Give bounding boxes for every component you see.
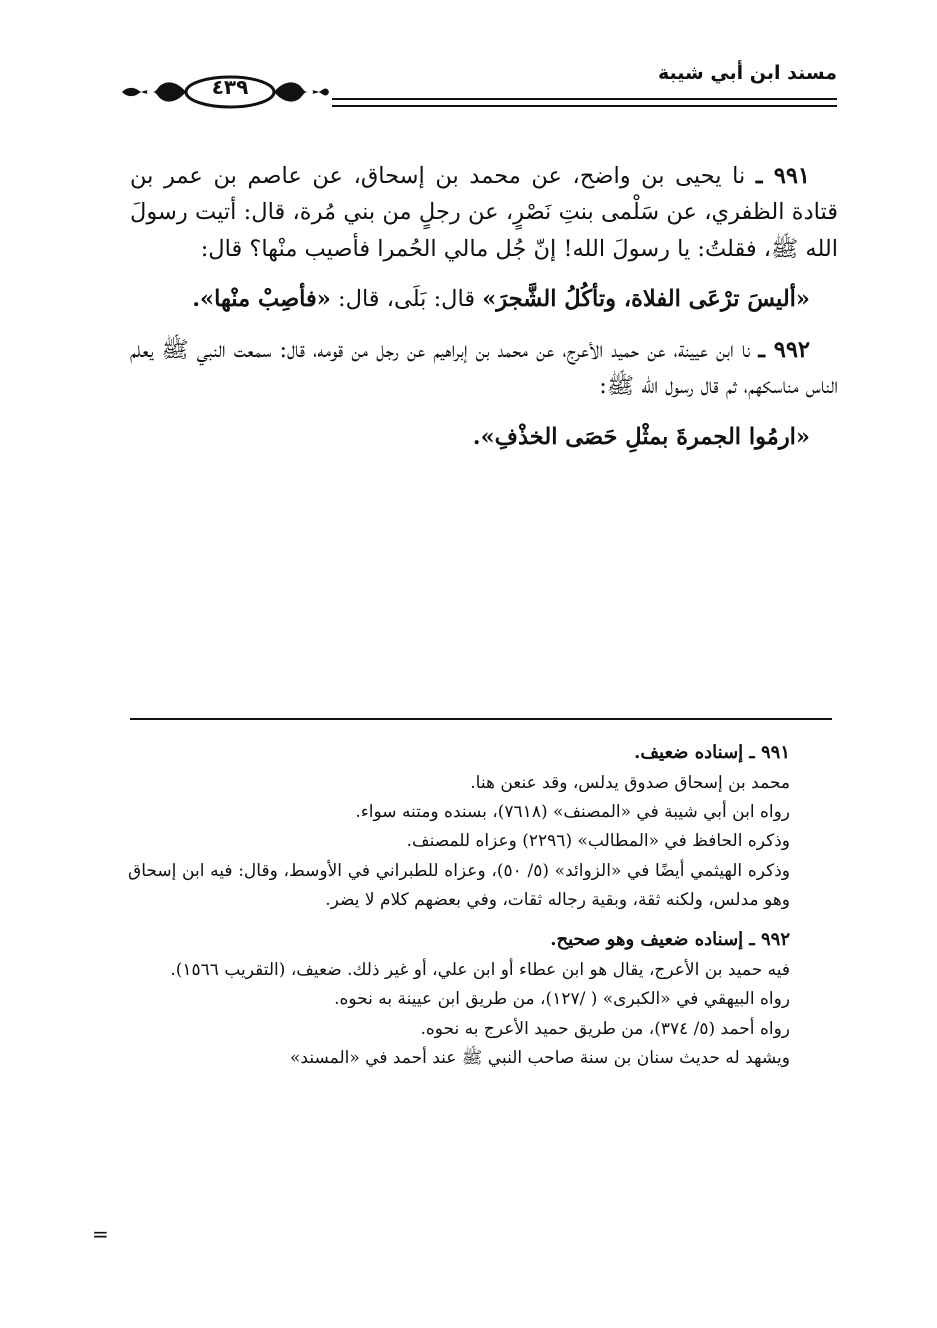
hadith-991: [130, 158, 838, 267]
running-title: مسند ابن أبي شيبة: [657, 62, 837, 84]
main-text: [130, 158, 838, 469]
page-number: ٤٣٩: [211, 75, 249, 99]
hadith-number: ٩٩١ ـ: [755, 163, 810, 189]
note-line: ويشهد له حديث سنان بن سنة صاحب النبي ﷺ عند أحمد في «المسند»: [290, 1047, 790, 1068]
note-line: رواه البيهقي في «الكبرى» ( /١٢٧)، من طريق ابن عيينة به نحوه.: [334, 989, 790, 1010]
hadith-992-matn: [130, 419, 838, 455]
note-line: وذكره الحافظ في «المطالب» (٢٢٩٦) وعزاه للمصنف.: [406, 831, 790, 852]
footnotes: [128, 738, 790, 1083]
note-line: رواه ابن أبي شيبة في «المصنف» (٧٦١٨)، بسنده ومتنه سواء.: [355, 802, 790, 823]
hadith-number: ٩٩٢ ـ: [758, 336, 810, 363]
hadith-992: [130, 332, 838, 405]
hadith-quote: «فأصِبْ منْها».: [192, 286, 331, 313]
header-rule: [332, 98, 837, 107]
hadith-text: نا يحيى بن واضح، عن محمد بن إسحاق، عن عاصم بن عمر بن قتادة الظفري، عن سَلْمى بنتِ نَصْرٍ، عن رجلٍ من بني مُرة، قال: أتيت رسولَ الله ﷺ، فقلتُ: يا رسولَ الله! إنّ جُل مالي الحُمرا فأصيب منْها؟ قال:: [130, 163, 838, 262]
note-heading: ٩٩١ ـ إسناده ضعيف.: [634, 742, 790, 763]
hadith-text: قال: بَلَى، قال:: [338, 286, 476, 313]
continuation-mark: =: [92, 1222, 109, 1246]
note-line: رواه أحمد (٥/ ٣٧٤)، من طريق حميد الأعرج به نحوه.: [420, 1018, 790, 1039]
note-991: [128, 738, 790, 915]
footnote-separator: [130, 718, 832, 720]
note-heading: ٩٩٢ ـ إسناده ضعيف وهو صحيح.: [550, 929, 790, 951]
note-line: محمد بن إسحاق صدوق يدلس، وقد عنعن هنا.: [470, 772, 790, 793]
hadith-991-matn: [130, 281, 838, 317]
note-line: فيه حميد بن الأعرج، يقال هو ابن عطاء أو ابن علي، أو غير ذلك. ضعيف، (التقريب ١٥٦٦).: [170, 960, 790, 981]
hadith-text: نا ابن عيينة، عن حميد الأعرج، عن محمد بن إبراهيم عن رجل من قومه، قال: سمعت النبي ﷺ يعلم الناس مناسكهم، ثم قال رسول الله ﷺ:: [130, 336, 838, 400]
note-992: [128, 925, 790, 1073]
note-line: وذكره الهيثمي أيضًا في «الزوائد» (٥/ ٥٠)، وعزاه للطبراني في الأوسط، وقال: فيه ابن إسحاق وهو مدلس، ولكنه ثقة، وبقية رجاله ثقات، وفي بعضهم كلام لا يضر.: [128, 860, 790, 910]
hadith-quote: «ارمُوا الجمرةَ بمثْلِ حَصَى الخذْفِ».: [472, 423, 810, 450]
hadith-quote: «أليسَ ترْعَى الفلاة، وتأكُلُ الشَّجرَ»: [482, 286, 810, 313]
page-header: [120, 58, 837, 118]
